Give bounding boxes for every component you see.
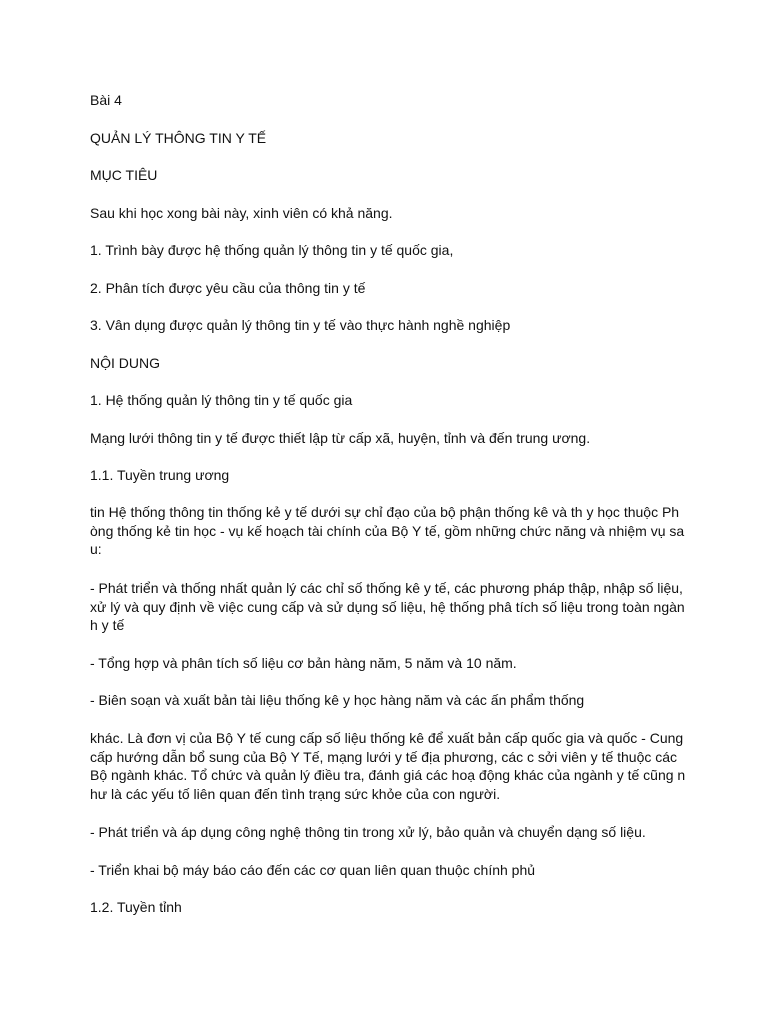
objective-item: 3. Vân dụng được quản lý thông tin y tế vào thực hành nghề nghiệp bbox=[90, 317, 511, 333]
content-heading: NỘI DUNG bbox=[90, 355, 160, 371]
body-paragraph: khác. Là đơn vị của Bộ Y tế cung cấp số liệu thống kê để xuất bản cấp quốc gia và quốc - Cung cấp hướng dẫn bổ sung của Bộ Y Tế, mạng lưới y tế địa phương, các c sởi viên y tế thuộc các Bộ ngành khác. Tổ chức và quản lý điều tra, đánh giá các hoạ động khác của ngành y tế cũng n hư là các yếu tố liên quan đến tình trạng sức khỏe của con người. bbox=[90, 730, 686, 802]
section-intro: Mạng lưới thông tin y tế được thiết lập từ cấp xã, huyện, tỉnh và đến trung ương. bbox=[90, 430, 591, 446]
body-paragraph: - Phát triển và áp dụng công nghệ thông tin trong xử lý, bảo quản và chuyển dạng số liệu. bbox=[90, 824, 646, 840]
body-paragraph: - Phát triển và thống nhất quản lý các chỉ số thống kê y tế, các phương pháp thập, nhập số liệu, xử lý và quy định về việc cung cấp và sử dụng số liệu, hệ thống phâ tích số liệu trong toàn ngàn h y tế bbox=[90, 580, 685, 634]
body-paragraph: tin Hệ thống thông tin thống kẻ y tế dưới sự chỉ đạo của bộ phận thống kê và th y học thuộc Ph òng thống kẻ tin học - vụ kế hoạch tài chính của Bộ Y tế, gồm những chức năng và nhiệm vụ sa u: bbox=[90, 504, 685, 558]
objectives-heading: MỤC TIÊU bbox=[90, 167, 158, 183]
body-paragraph: - Biên soạn và xuất bản tài liệu thống kê y học hàng năm và các ấn phẩm thống bbox=[90, 692, 585, 708]
body-paragraph: - Triển khai bộ máy báo cáo đến các cơ quan liên quan thuộc chính phủ bbox=[90, 862, 536, 878]
subsection-heading: 1.1. Tuyền trung ương bbox=[90, 467, 230, 483]
section-heading: 1. Hệ thống quản lý thông tin y tế quốc gia bbox=[90, 392, 353, 408]
document-title: QUẢN LÝ THÔNG TIN Y TẾ bbox=[90, 130, 267, 146]
body-paragraph: - Tổng hợp và phân tích số liệu cơ bản hàng năm, 5 năm và 10 năm. bbox=[90, 655, 517, 671]
objective-item: 1. Trình bày được hệ thống quản lý thông tin y tế quốc gia, bbox=[90, 242, 454, 258]
objectives-intro: Sau khi học xong bài này, xinh viên có khả năng. bbox=[90, 205, 393, 221]
subsection-heading: 1.2. Tuyền tỉnh bbox=[90, 899, 182, 915]
lesson-label: Bài 4 bbox=[90, 92, 122, 108]
objective-item: 2. Phân tích được yêu cầu của thông tin y tế bbox=[90, 280, 366, 296]
